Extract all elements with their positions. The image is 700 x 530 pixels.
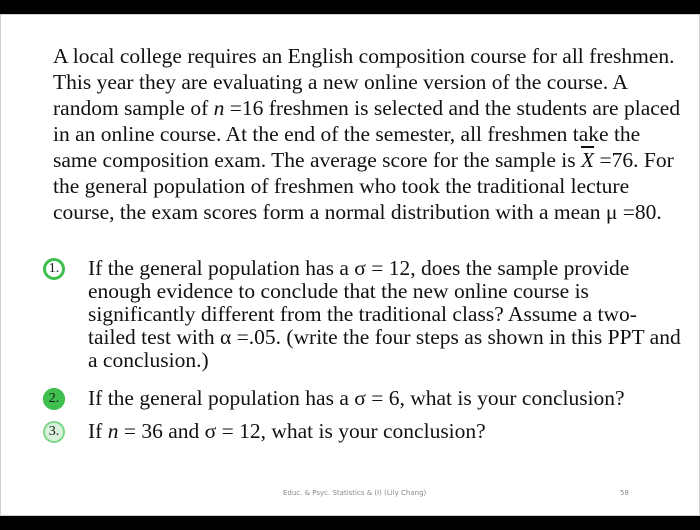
sample-size-variable: n bbox=[213, 96, 225, 120]
question-3-text bbox=[88, 420, 683, 443]
question-3-n-variable: n bbox=[107, 419, 119, 443]
intro-text-1: A local college requires an English composition course for all freshmen. This year they are evaluating a new online version of the course. A random sample of bbox=[53, 44, 675, 120]
problem-intro bbox=[53, 43, 683, 225]
slide bbox=[0, 14, 700, 516]
footer-credit: Educ. & Psyc. Statistics & (I) (Lily Chang) bbox=[283, 489, 427, 497]
question-3-prefix: If bbox=[88, 419, 108, 443]
intro-text-3: =76. For the general population of freshmen who took the traditional lecture course, the exam scores form a normal distribution with a mean μ =80. bbox=[53, 148, 674, 224]
question-3-body: = 36 and σ = 12, what is your conclusion? bbox=[118, 419, 486, 443]
sample-mean-symbol: $\overline{X}$ bbox=[580, 148, 595, 172]
page-number: 58 bbox=[620, 489, 629, 497]
question-1-text: If the general population has a σ = 12, does the sample provide enough evidence to conclude that the new online course is significantly different from the traditional class? Assume a two-tailed test with α =.05. (write the four steps as shown in this PPT and a conclusion.) bbox=[88, 256, 681, 372]
question-3-number-badge: 3. bbox=[43, 421, 65, 443]
question-2 bbox=[43, 387, 683, 410]
question-2-number-badge: 2. bbox=[43, 388, 65, 410]
question-1 bbox=[43, 257, 683, 372]
question-3 bbox=[43, 420, 683, 443]
intro-text-2: =16 freshmen is selected and the students are placed in an online course. At the end of the semester, all freshmen take the same composition exam. The average score for the sample is bbox=[53, 96, 681, 172]
question-2-text: If the general population has a σ = 6, what is your conclusion? bbox=[88, 386, 625, 410]
question-1-number-badge: 1. bbox=[43, 258, 65, 280]
